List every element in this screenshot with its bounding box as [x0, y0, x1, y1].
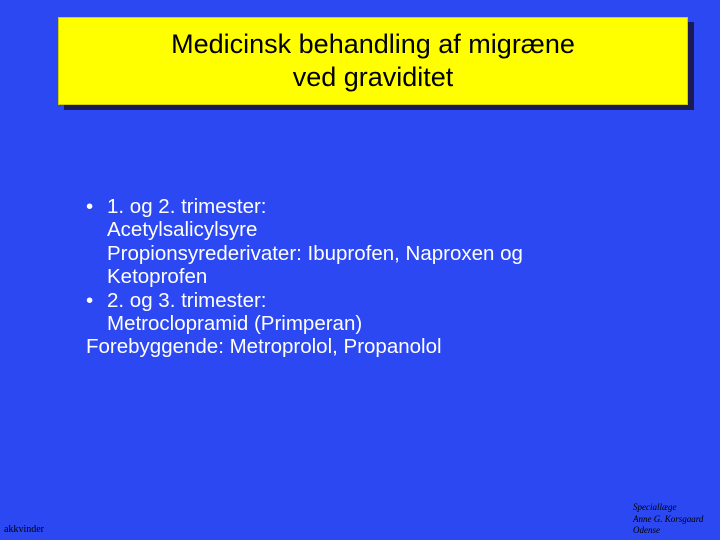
- footer-left-label: akkvinder: [4, 524, 44, 535]
- sub-line-metroclopramid: Metroclopramid (Primperan): [107, 312, 363, 336]
- footer-author-city: Odense: [633, 525, 660, 535]
- slide-title-line-2: ved graviditet: [292, 62, 454, 92]
- line-forebyggende: Forebyggende: Metroprolol, Propanolol: [86, 335, 442, 359]
- slide-title-box: [58, 17, 688, 105]
- bullet-icon: •: [86, 195, 94, 218]
- sub-line-acetylsalicylsyre: Acetylsalicylsyre: [107, 218, 258, 242]
- sub-line-propionsyrederivater: Propionsyrederivater: Ibuprofen, Naproxen og: [107, 241, 523, 265]
- bullet-icon: •: [86, 288, 94, 312]
- bullet-text: 1. og 2. trimester:: [107, 195, 267, 218]
- bullet-item-trimester-2-3: [80, 289, 700, 312]
- footer-author-name: Anne G. Korsgaard: [633, 513, 704, 524]
- bullet-item-trimester-1-2: [80, 195, 700, 218]
- bullet-text: 2. og 3. trimester:: [107, 288, 267, 312]
- sub-line-ketoprofen: Ketoprofen: [107, 265, 208, 289]
- footer-author-title: Speciallæge: [633, 502, 677, 512]
- slide-body: [80, 195, 700, 359]
- footer-author-block: [633, 502, 703, 537]
- slide-title-line-1: Medicinsk behandling af migræne: [171, 29, 575, 59]
